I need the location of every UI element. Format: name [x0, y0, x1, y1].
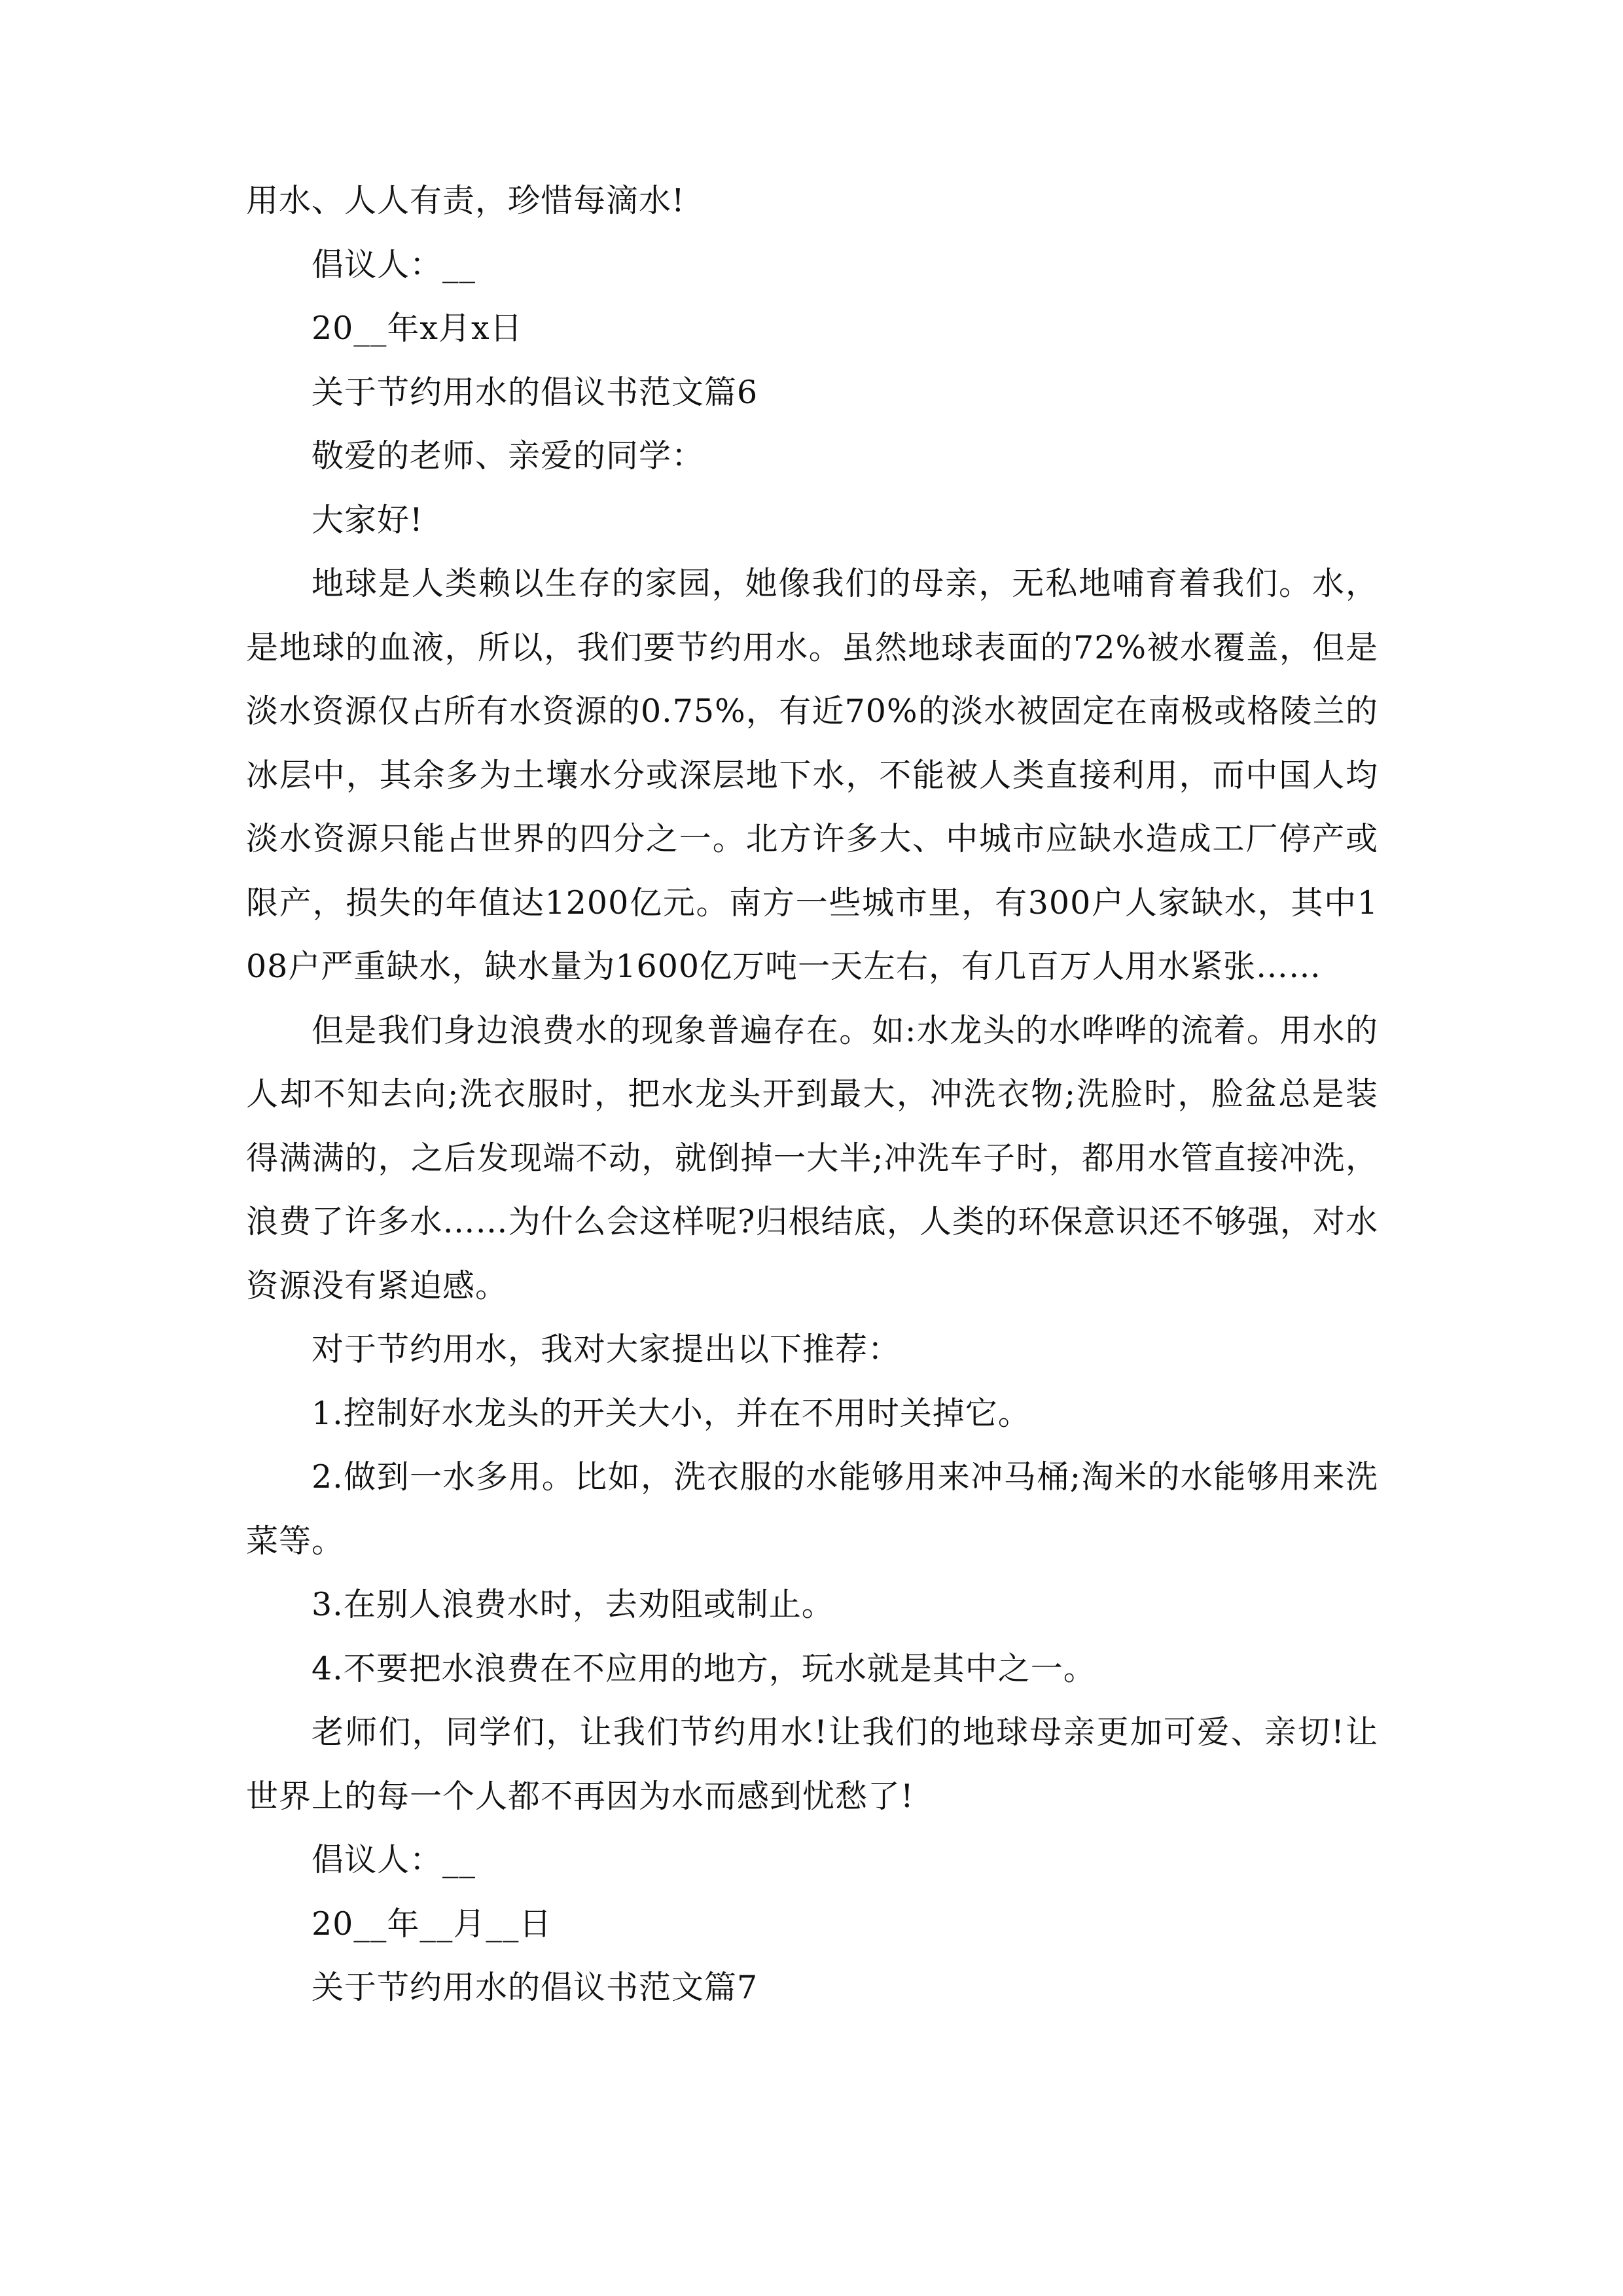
- list-item: 4.不要把水浪费在不应用的地方，玩水就是其中之一。: [312, 1649, 1096, 1687]
- list-item: 1.控制好水龙头的开关大小，并在不用时关掉它。: [312, 1394, 1031, 1432]
- document-body: [246, 169, 1378, 2020]
- closing-line: 用水、人人有责，珍惜每滴水!: [246, 182, 685, 219]
- section-heading: 关于节约用水的倡议书范文篇7: [312, 1969, 758, 2006]
- body-paragraph: 对于节约用水，我对大家提出以下推荐：: [312, 1331, 901, 1368]
- date-line: 20__年x月x日: [312, 310, 523, 347]
- body-paragraph: 老师们，同学们，让我们节约用水!让我们的地球母亲更加可爱、亲切!让世界上的每一个人都不再因为水而感到忧愁了!: [246, 1713, 1378, 1815]
- list-item: 2.做到一水多用。比如，洗衣服的水能够用来冲马桶;淘米的水能够用来洗菜等。: [246, 1458, 1378, 1560]
- salutation: 敬爱的老师、亲爱的同学：: [312, 437, 705, 475]
- greeting: 大家好!: [312, 501, 423, 539]
- section-heading: 关于节约用水的倡议书范文篇6: [312, 373, 758, 411]
- initiator-line: 倡议人：__: [312, 245, 476, 283]
- body-paragraph: 地球是人类赖以生存的家园，她像我们的母亲，无私地哺育着我们。水，是地球的血液，所以，我们要节约用水。虽然地球表面的72%被水覆盖，但是淡水资源仅占所有水资源的0.75%，有近70%的淡水被固定在南极或格陵兰的冰层中，其余多为土壤水分或深层地下水，不能被人类直接利用，而中国人均淡水资源只能占世界的四分之一。北方许多大、中城市应缺水造成工厂停产或限产，损失的年值达1200亿元。南方一些城市里，有300户人家缺水，其中108户严重缺水，缺水量为1600亿万吨一天左右，有几百万人用水紧张……: [246, 565, 1378, 985]
- body-paragraph: 但是我们身边浪费水的现象普遍存在。如:水龙头的水哗哗的流着。用水的人却不知去向;洗衣服时，把水龙头开到最大，冲洗衣物;洗脸时，脸盆总是装得满满的，之后发现端不动，就倒掉一大半;冲洗车子时，都用水管直接冲洗，浪费了许多水……为什么会这样呢?归根结底，人类的环保意识还不够强，对水资源没有紧迫感。: [246, 1011, 1378, 1304]
- initiator-line: 倡议人：__: [312, 1841, 476, 1878]
- list-item: 3.在别人浪费水时，去劝阻或制止。: [312, 1586, 834, 1623]
- date-line: 20__年__月__日: [312, 1905, 552, 1943]
